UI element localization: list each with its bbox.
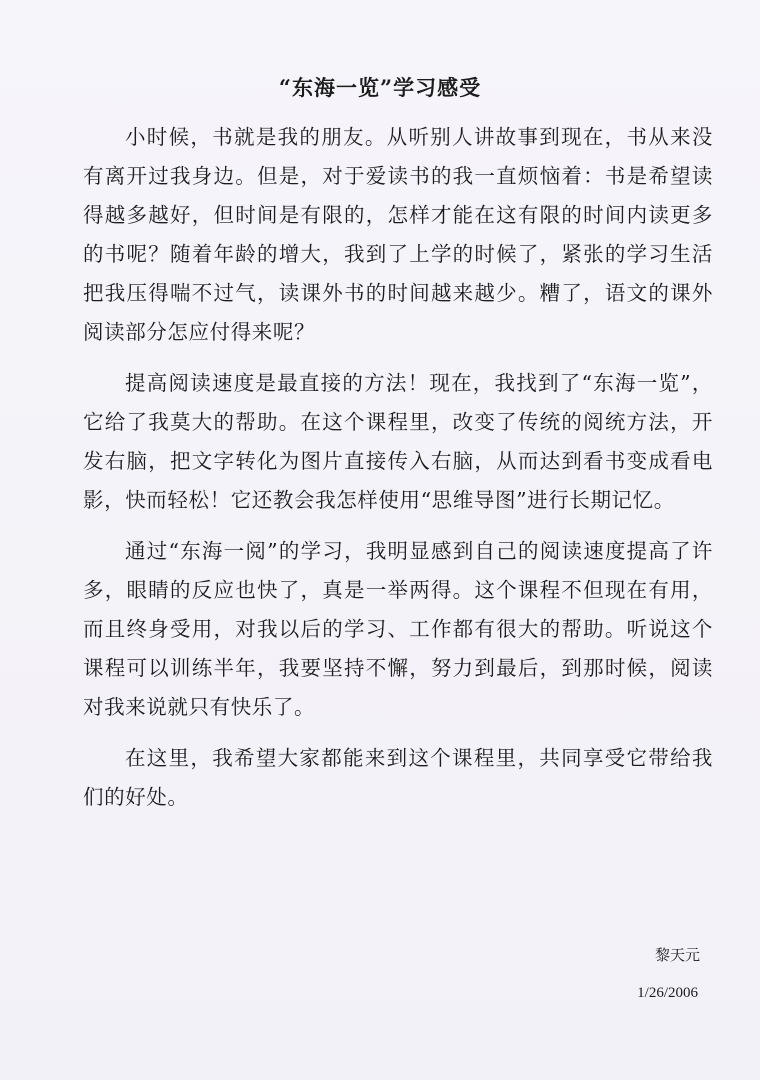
document-title: “东海一览”学习感受 — [278, 75, 482, 100]
paragraph-2: 提高阅读速度是最直接的方法！现在，我找到了“东海一览”，它给了我莫大的帮助。在这个课程里，改变了传统的阅统方法，开发右脑，把文字转化为图片直接传入右脑，从而达到看书变成看电影，快而轻松！它还教会我怎样使用“思维导图”进行长期记忆。 — [83, 371, 713, 512]
document-body — [83, 118, 713, 829]
author-signature: 黎天元 — [654, 946, 700, 964]
paragraph-3: 通过“东海一阅”的学习，我明显感到自己的阅读速度提高了许多，眼睛的反应也快了，真是一举两得。这个课程不但现在有用，而且终身受用，对我以后的学习、工作都有很大的帮助。听说这个课程可以训练半年，我要坚持不懈，努力到最后，到那时候，阅读对我来说就只有快乐了。 — [83, 539, 713, 719]
document-date: 1/26/2006 — [637, 985, 698, 1001]
paragraph-4: 在这里，我希望大家都能来到这个课程里，共同享受它带给我们的好处。 — [83, 746, 713, 809]
paragraph-1: 小时候，书就是我的朋友。从听别人讲故事到现在，书从来没有离开过我身边。但是，对于爱读书的我一直烦恼着：书是希望读得越多越好，但时间是有限的，怎样才能在这有限的时间内读更多的书呢？随着年龄的增大，我到了上学的时候了，紧张的学习生活把我压得喘不过气，读课外书的时间越来越少。糟了，语文的课外阅读部分怎应付得来呢？ — [83, 125, 713, 344]
